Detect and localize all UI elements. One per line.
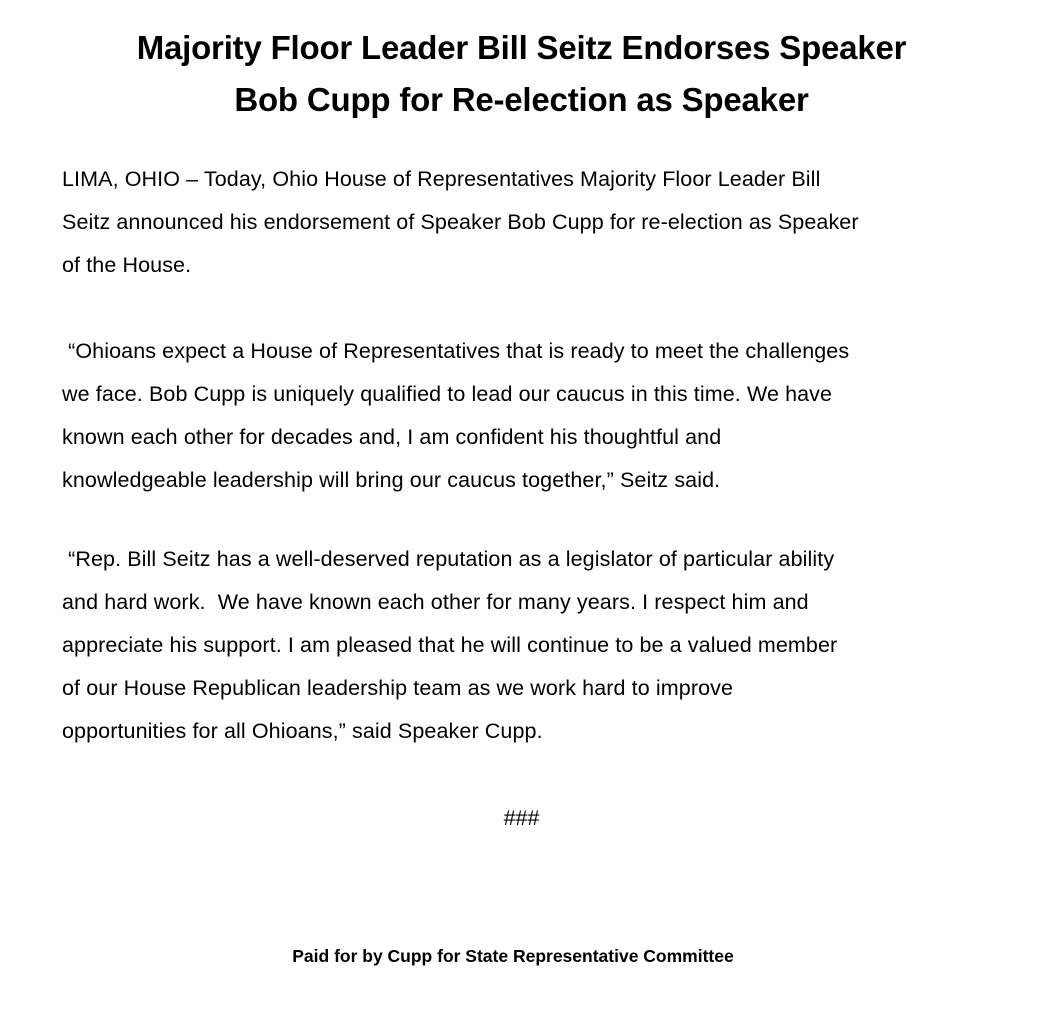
title-line: Bob Cupp for Re-election as Speaker — [234, 81, 809, 118]
paragraph-line: of our House Republican leadership team as we work hard to improve — [62, 676, 734, 700]
paragraph-line: opportunities for all Ohioans,” said Speaker Cupp. — [62, 719, 543, 743]
end-mark: ### — [503, 806, 540, 830]
page-title — [40, 22, 1003, 126]
paragraph-line: we face. Bob Cupp is uniquely qualified to lead our caucus in this time. We have — [62, 382, 833, 406]
seitz-quote-paragraph — [62, 330, 977, 502]
paragraph-line: LIMA, OHIO – Today, Ohio House of Representatives Majority Floor Leader Bill — [62, 167, 821, 191]
cupp-quote-paragraph — [62, 538, 977, 753]
paid-for-disclaimer: Paid for by Cupp for State Representative Committee — [292, 946, 734, 966]
paragraph-line: knowledgeable leadership will bring our caucus together,” Seitz said. — [62, 468, 721, 492]
paragraph-line: appreciate his support. I am pleased that he will continue to be a valued member — [62, 633, 838, 657]
paragraph-line: Seitz announced his endorsement of Speaker Bob Cupp for re-election as Speaker — [62, 210, 859, 234]
paragraph-line: known each other for decades and, I am confident his thoughtful and — [62, 425, 722, 449]
paragraph-line: and hard work. We have known each other for many years. I respect him and — [62, 590, 809, 614]
title-line: Majority Floor Leader Bill Seitz Endorses Speaker — [136, 29, 907, 66]
dateline-paragraph — [62, 158, 977, 287]
paragraph-line: of the House. — [62, 253, 192, 277]
paragraph-line: “Ohioans expect a House of Representatives that is ready to meet the challenges — [62, 339, 850, 363]
paragraph-line: “Rep. Bill Seitz has a well-deserved reputation as a legislator of particular ability — [62, 547, 835, 571]
